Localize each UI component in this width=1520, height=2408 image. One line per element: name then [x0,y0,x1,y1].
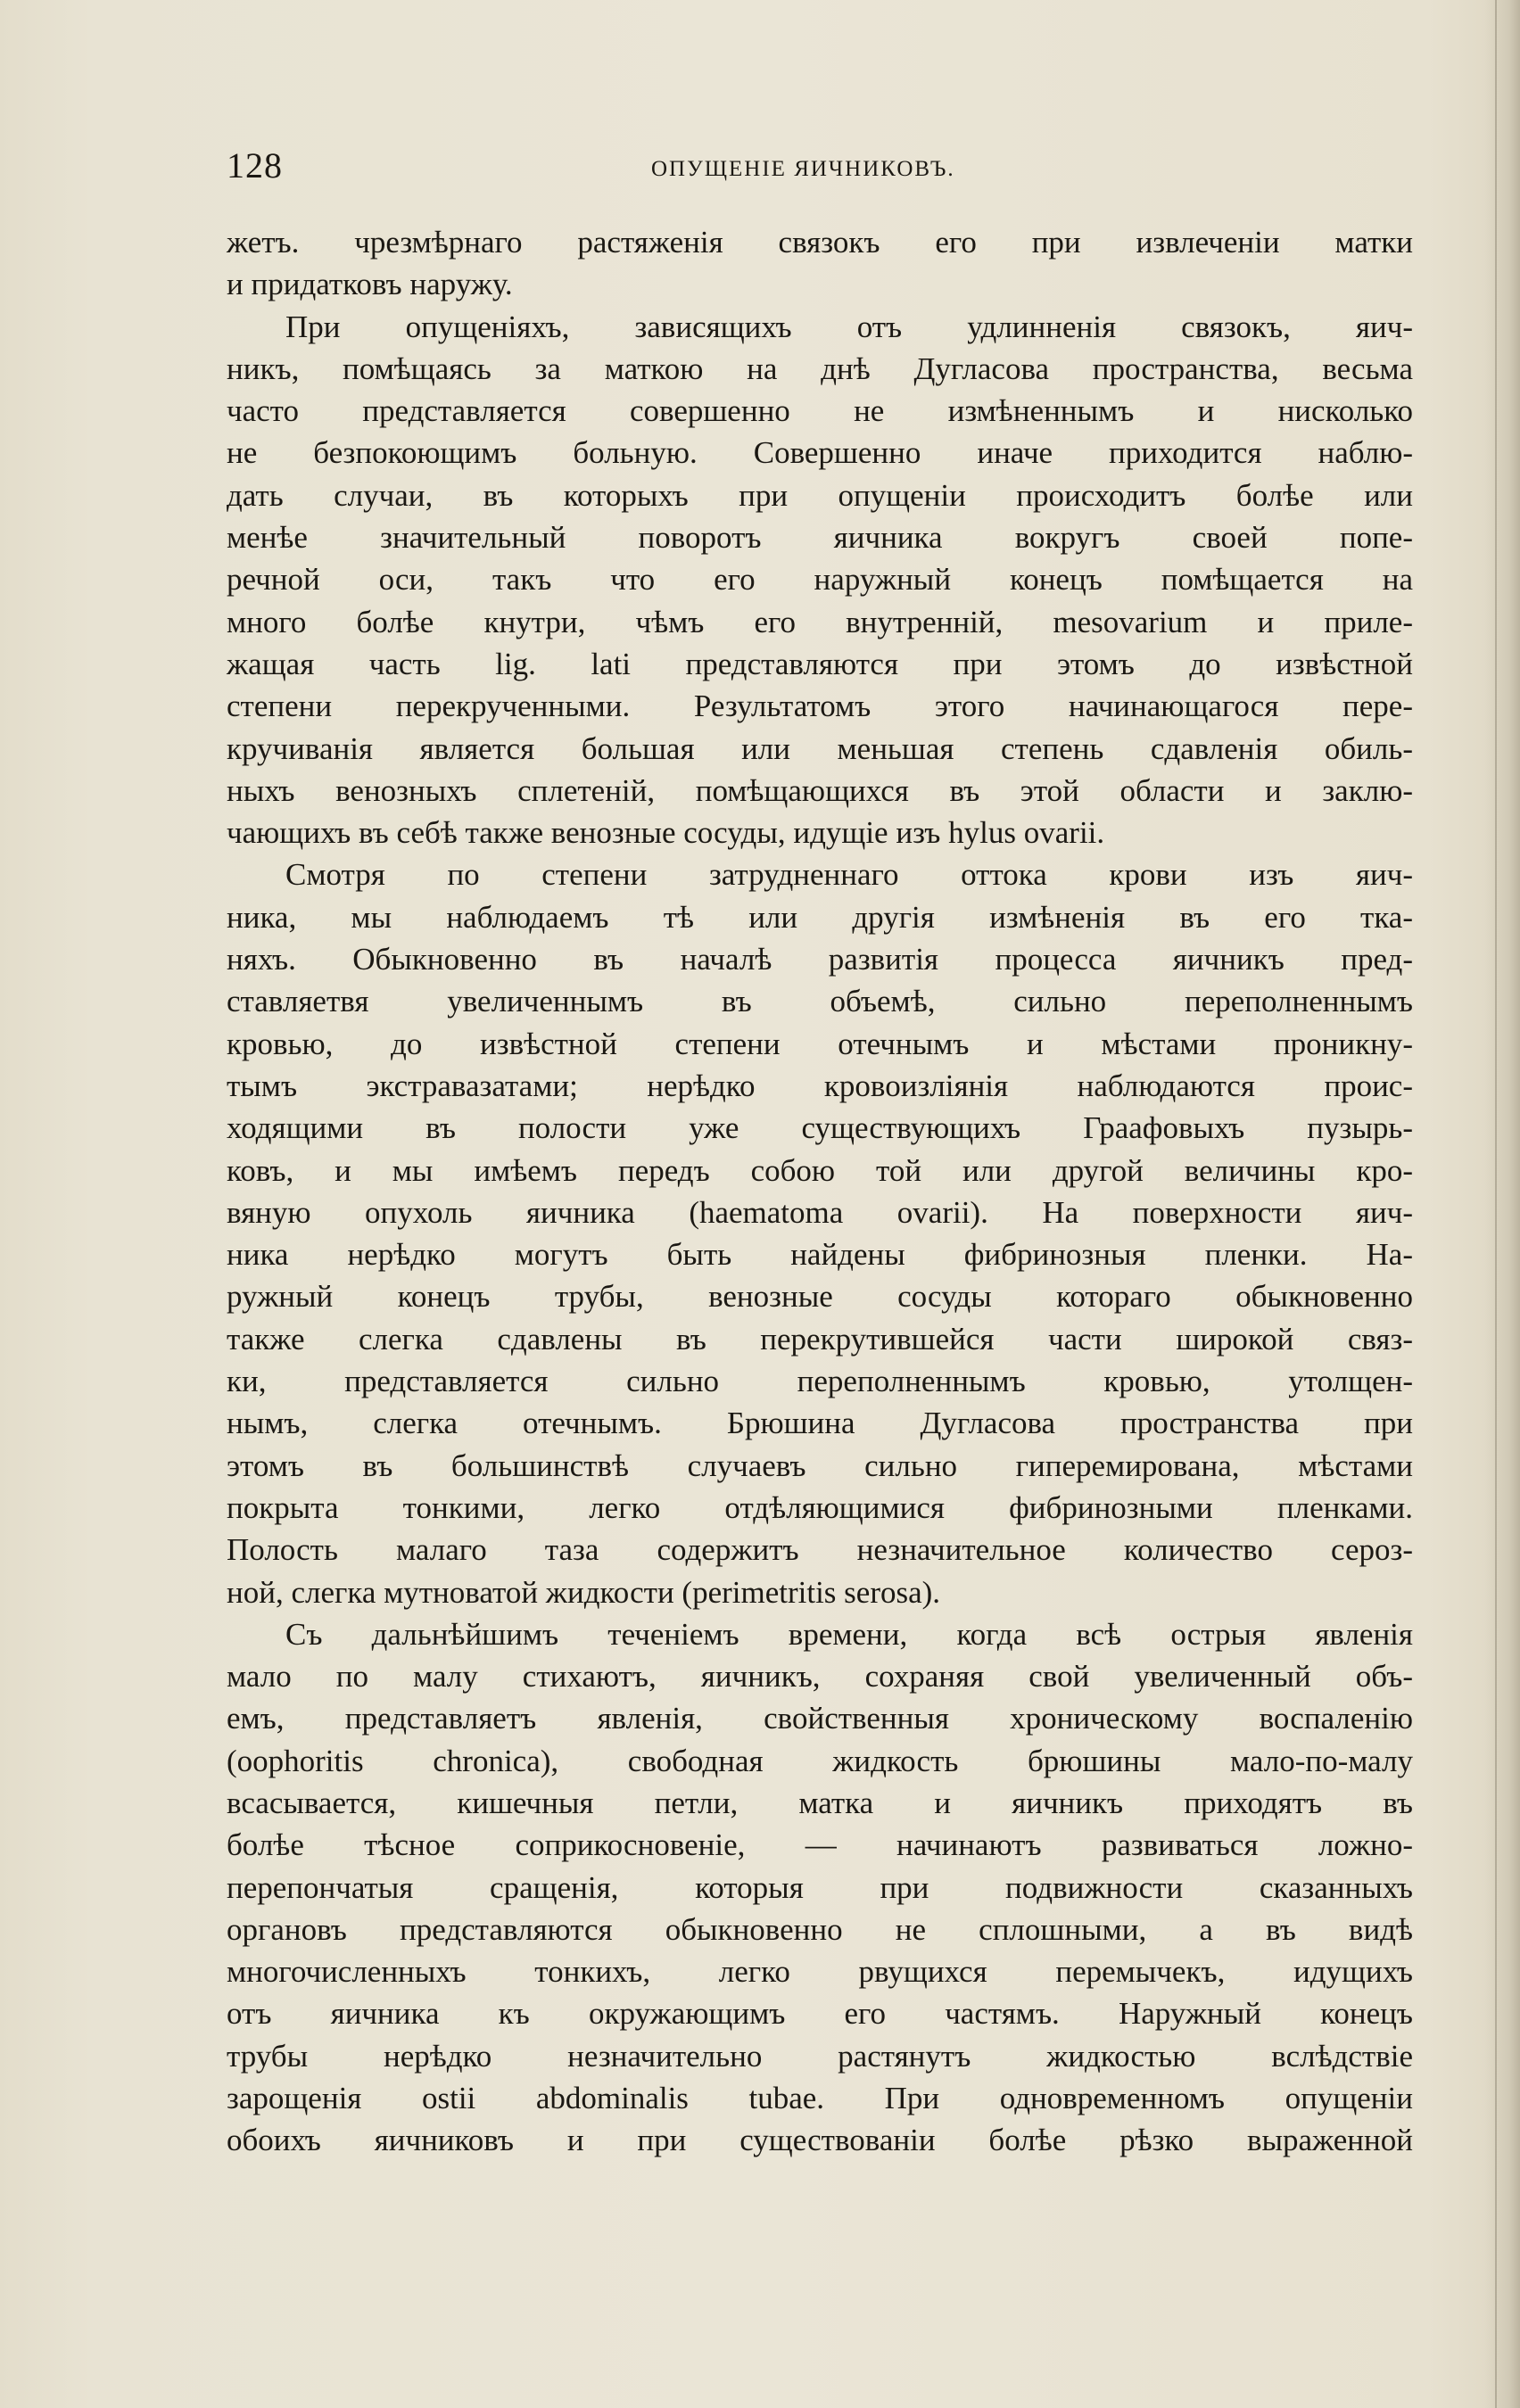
text-line: кровью, до извѣстной степени отечнымъ и мѣстами проникну- [227,1026,1413,1061]
text-line: речной оси, такъ что его наружный конецъ помѣщается на [227,562,1413,598]
text-line: ки, представляется сильно переполненнымъ кровью, утолщен- [227,1364,1413,1399]
page-edge-shadow [1484,0,1520,2408]
text-line: Полость малаго таза содержитъ незначительное количество сероз- [227,1532,1413,1568]
text-line: ника нерѣдко могутъ быть найдены фибринозныя пленки. На- [227,1237,1413,1273]
text-line: ходящими въ полости уже существующихъ Граафовыхъ пузырь- [227,1110,1413,1146]
text-line: мало по малу стихаютъ, яичникъ, сохраняя свой увеличенный объ- [227,1659,1413,1695]
page-edge-line [1495,0,1497,2408]
text-line: ружный конецъ трубы, венозные сосуды котораго обыкновенно [227,1279,1413,1315]
text-line: дать случаи, въ которыхъ при опущеніи происходитъ болѣе или [227,477,1413,513]
text-line: зарощенія ostii abdominalis tubae. При одновременномъ опущеніи [227,2081,1413,2116]
text-line: Съ дальнѣйшимъ теченіемъ времени, когда всѣ острыя явленія [285,1616,1413,1652]
text-line: покрыта тонкими, легко отдѣляющимися фибринозными пленками. [227,1489,1413,1525]
text-line: менѣе значительный поворотъ яичника вокругъ своей попе- [227,520,1413,556]
text-line: также слегка сдавлены въ перекрутившейся части широкой связ- [227,1321,1413,1357]
text-line: не безпокоющимъ больную. Совершенно иначе приходится наблю- [227,435,1413,471]
text-line: жащая часть lig. lati представляются при этомъ до извѣстной [227,646,1413,681]
page-header [227,143,1413,196]
text-line: отъ яичника къ окружающимъ его частямъ. Наружный конецъ [227,1996,1413,2032]
text-line: нымъ, слегка отечнымъ. Брюшина Дугласова пространства при [227,1406,1413,1441]
text-line: (oophoritis chronica), свободная жидкость брюшины мало-по-малу [227,1743,1413,1778]
text-line: обоихъ яичниковъ и при существованіи болѣе рѣзко выраженной [227,2123,1413,2158]
text-line: часто представляется совершенно не измѣненнымъ и нисколько [227,393,1413,429]
text-line: тымъ экстравазатами; нерѣдко кровоизліянія наблюдаются проис- [227,1068,1413,1103]
text-line: ставляетвя увеличеннымъ въ объемѣ, сильно переполненнымъ [227,984,1413,1019]
text-line: кручиванія является большая или меньшая степень сдавленія обиль- [227,730,1413,766]
text-line: перепончатыя сращенія, которыя при подвижности сказанныхъ [227,1869,1413,1905]
text-line: никъ, помѣщаясь за маткою на днѣ Дугласова пространства, весьма [227,350,1413,386]
text-line: вяную опухоль яичника (haematoma ovarii). На поверхности яич- [227,1194,1413,1230]
text-line: степени перекрученными. Результатомъ этого начинающагося пере- [227,689,1413,724]
text-line: жетъ. чрезмѣрнаго растяженія связокъ его при извлеченіи матки [227,225,1413,260]
text-line: всасывается, кишечныя петли, матка и яичникъ приходятъ въ [227,1785,1413,1820]
body-text [227,221,1413,2162]
text-line: ной, слегка мутноватой жидкости (perimetritis serosa). [227,1574,941,1610]
text-line: Смотря по степени затрудненнаго оттока крови изъ яич- [285,857,1413,893]
page-number: 128 [227,145,283,186]
text-line: При опущеніяхъ, зависящихъ отъ удлинненія связокъ, яич- [285,309,1413,344]
text-line: много болѣе кнутри, чѣмъ его внутренній, mesovarium и приле- [227,604,1413,639]
text-line: емъ, представляетъ явленія, свойственныя хроническому воспаленію [227,1701,1413,1736]
text-line: многочисленныхъ тонкихъ, легко рвущихся перемычекъ, идущихъ [227,1954,1413,1990]
text-line: органовъ представляются обыкновенно не сплошными, а въ видѣ [227,1911,1413,1947]
text-line: болѣе тѣсное соприкосновеніе, — начинаютъ развиваться ложно- [227,1827,1413,1863]
text-line: ника, мы наблюдаемъ тѣ или другія измѣненія въ его тка- [227,899,1413,935]
text-line: няхъ. Обыкновенно въ началѣ развитія процесса яичникъ пред- [227,942,1413,977]
text-line: трубы нерѣдко незначительно растянутъ жидкостью вслѣдствіе [227,2038,1413,2074]
text-line: этомъ въ большинствѣ случаевъ сильно гиперемирована, мѣстами [227,1447,1413,1483]
text-line: ныхъ венозныхъ сплетеній, помѣщающихся въ этой области и заклю- [227,772,1413,808]
running-title: ОПУЩЕНІЕ ЯИЧНИКОВЪ. [651,157,955,181]
text-line: чающихъ въ себѣ также венозные сосуды, идущіе изъ hylus ovarii. [227,815,1105,851]
text-line: и придатковъ наружу. [227,267,513,302]
text-line: ковъ, и мы имѣемъ передъ собою той или другой величины кро- [227,1152,1413,1188]
